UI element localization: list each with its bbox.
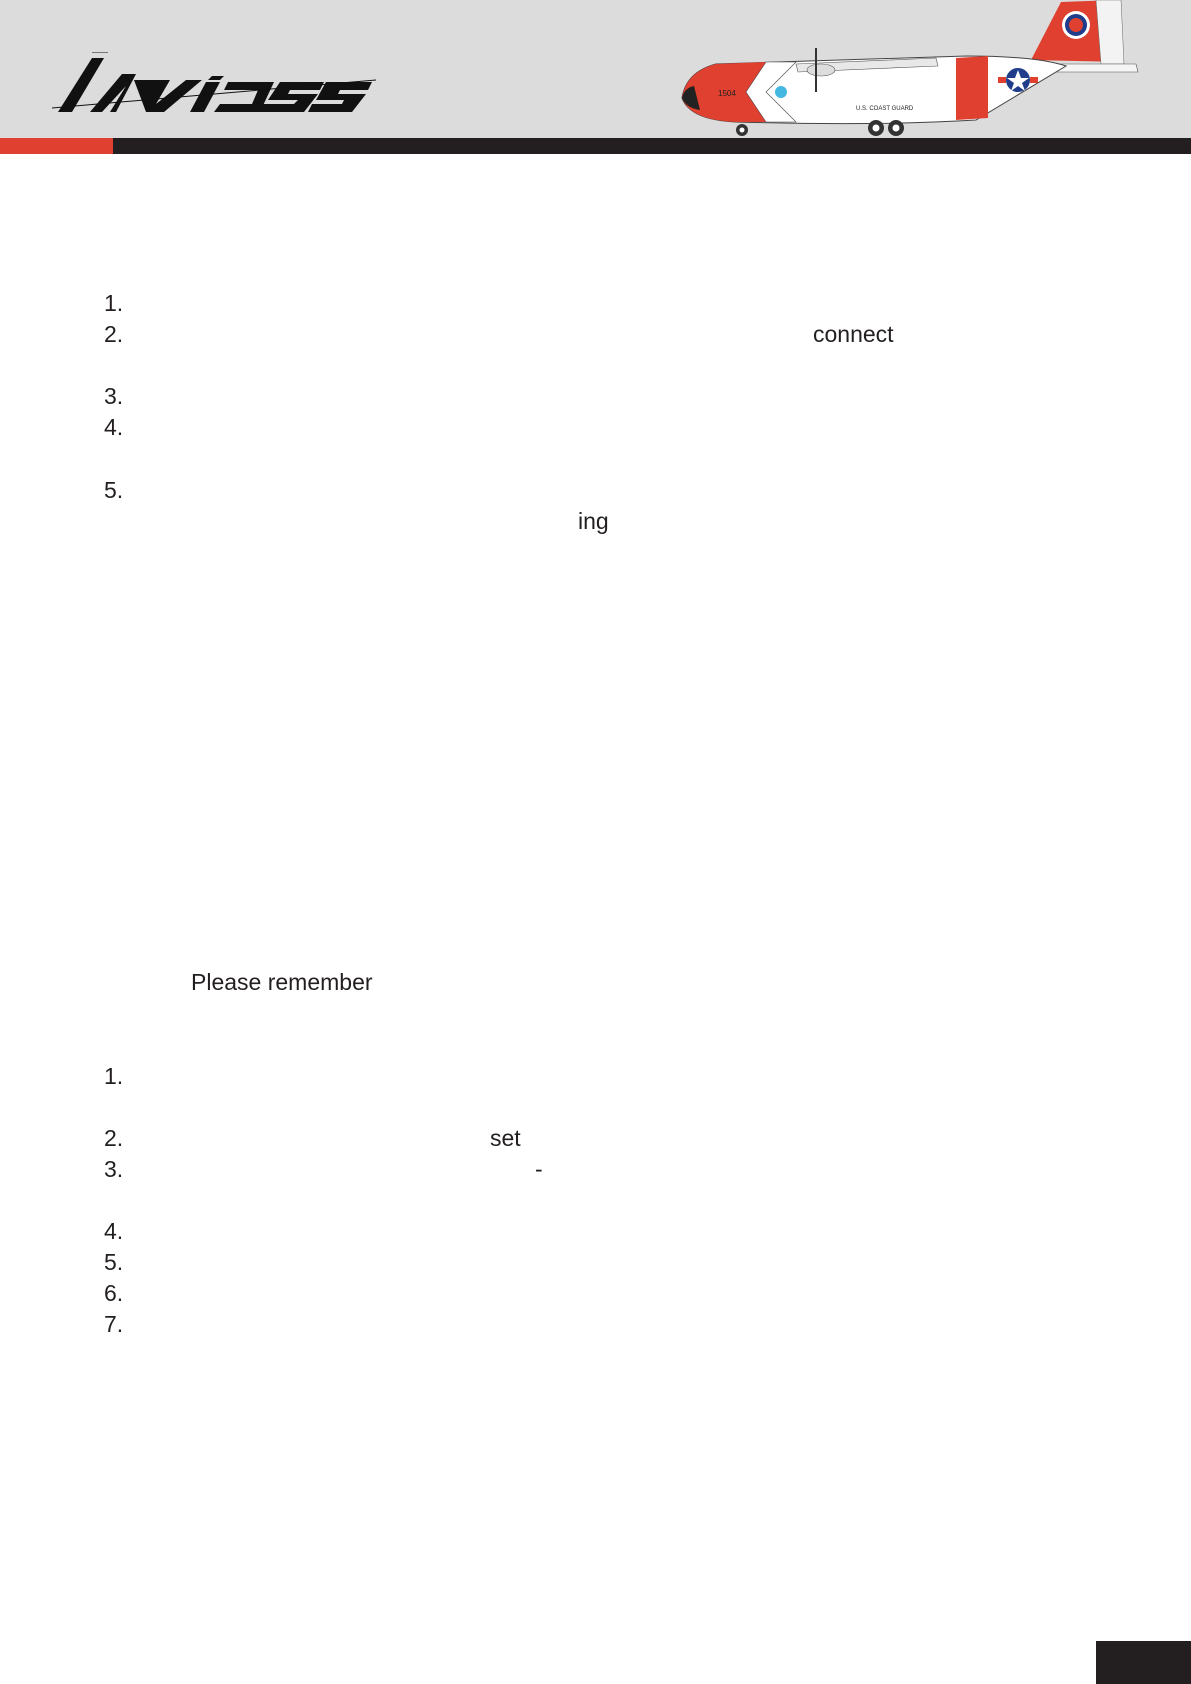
text-fragment: ing bbox=[578, 508, 609, 534]
list-number: 6. bbox=[104, 1280, 124, 1306]
text-fragment: - bbox=[535, 1156, 543, 1182]
fuselage-marking: U.S. COAST GUARD bbox=[856, 106, 914, 112]
text-fragment: set bbox=[490, 1125, 521, 1151]
list-number: 5. bbox=[104, 1249, 124, 1275]
list-number: 3. bbox=[104, 1156, 124, 1182]
reminder-text: Please remember bbox=[191, 969, 373, 995]
page-footer-block bbox=[1096, 1641, 1191, 1684]
list-number: 5. bbox=[104, 477, 124, 503]
list-number: 4. bbox=[104, 1218, 124, 1244]
list-number: 3. bbox=[104, 383, 124, 409]
list-number: 2. bbox=[104, 321, 124, 347]
header-accent-bar bbox=[0, 138, 113, 154]
tail-number-marking: 1504 bbox=[718, 89, 736, 98]
brand-logo bbox=[52, 52, 376, 120]
list-number: 7. bbox=[104, 1311, 124, 1337]
page-header bbox=[0, 0, 1191, 138]
coast-guard-aircraft-illustration bbox=[676, 0, 1146, 140]
list-number: 1. bbox=[104, 1063, 124, 1089]
list-number: 2. bbox=[104, 1125, 124, 1151]
text-fragment: connect bbox=[813, 321, 894, 347]
list-number: 1. bbox=[104, 290, 124, 316]
list-number: 4. bbox=[104, 414, 124, 440]
header-dark-bar bbox=[113, 138, 1191, 154]
